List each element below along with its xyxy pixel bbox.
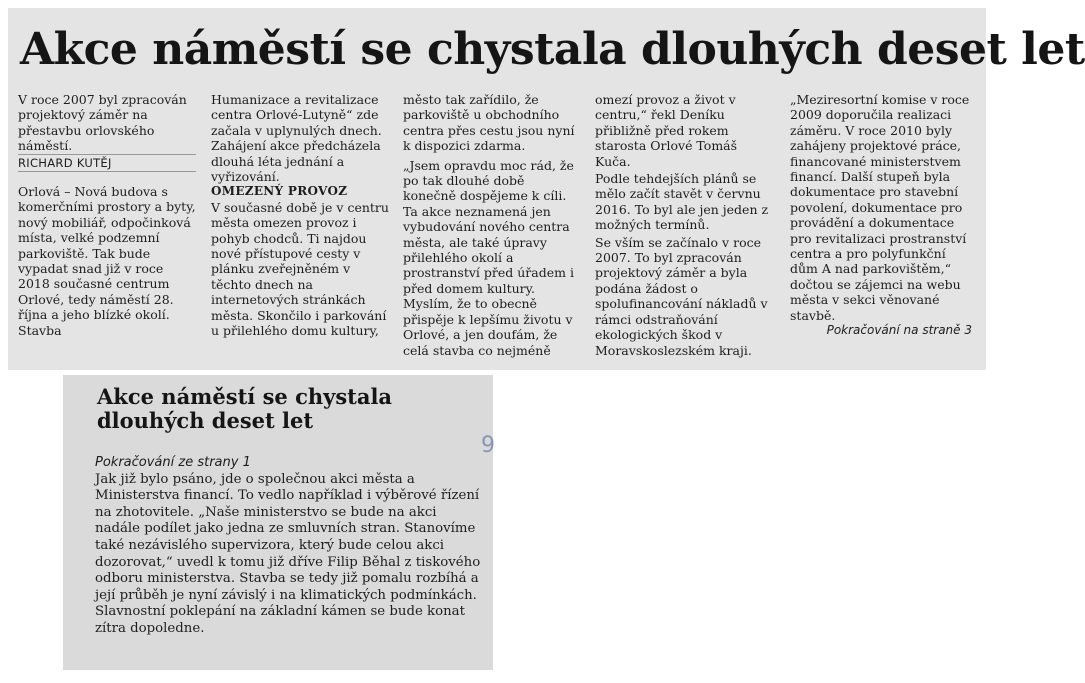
article-lead: V roce 2007 byl zpracován projektový záměr na přestavbu orlovského náměstí. [18,92,187,154]
article-column-4 [595,92,773,358]
handwritten-page-mark: 9 [481,433,495,458]
column-4-text-a: omezí provoz a život v centru,“ řekl Deníku přibližně před rokem starosta Orlové Tomáš Kuča. [595,92,738,169]
column-4-text-b: Podle tehdejších plánů se mělo začít stavět v červnu 2016. To byl ale jen jeden z možných termínů. [595,171,769,233]
article-column-3 [403,92,581,358]
column-3-text-a: město tak zařídilo, že parkoviště u obchodního centra přes cestu jsou nyní k dispozici zdarma. [403,92,575,154]
continuation-headline: Akce náměstí se chystala dlouhých deset let [97,384,393,433]
continuation-text: Jak již bylo psáno, jde o společnou akci města a Ministerstva financí. To vedlo například i výběrové řízení na zhotovitele. „Naše ministerstvo se bude na akci nadále podílet jako jedna ze smluvních stran. Stanovíme také nezávislého supervizora, který bude celou akci dozorovat,“ uvedl k tomu již dříve Filip Běhal z tiskového odboru ministerstva. Stavba se tedy již pomalu rozbíhá a její průběh je nyní závislý i na klimatických podmínkách. Slavnostní poklepání na základní kámen se bude konat zítra dopoledne. [95,471,481,636]
column-3-text-b: „Jsem opravdu moc rád, že po tak dlouhé době konečně dospějeme k cíli. Ta akce neznamená jen vybudování nového centra města, ale také úpravy přilehlého okolí a prostranství před úřadem i před domem kultury. Myslím, že to obecně přispěje k lepšímu životu v Orlové, a jen doufám, že celá stavba co nejméně [403,157,574,358]
column-1-text: Orlová – Nová budova s komerčními prostory a byty, nový mobiliář, odpočinková místa, velké podzemní parkoviště. Tak bude vypadat snad již v roce 2018 současné centrum Orlové, tedy náměstí 28. října a jeho blízké okolí. Stavba [18,184,196,338]
article-column-5 [790,92,972,339]
continued-from-label: Pokračování ze strany 1 [95,455,251,470]
article-column-2 [211,92,389,339]
column-4-text-c: Se vším se začínalo v roce 2007. To byl zpracován projektový záměr a byla podána žádost o spolufinancování nákladů v rámci odstraňování ekologických škod v Moravskoslezském kraji. [595,234,768,358]
article-byline: RICHARD KUTĚJ [18,154,196,172]
column-2-text-a: Humanizace a revitalizace centra Orlové-Lutyně“ zde začala v uplynulých dnech. Zahájení akce předcházela dlouhá léta jednání a vyřizování. [211,92,382,185]
column-5-text: „Meziresortní komise v roce 2009 doporučila realizaci záměru. V roce 2010 byly zahájeny projektové práce, financované ministerstvem financí. Další stupeň byla dokumentace pro stavební povolení, dokumentace pro provádění a dokumentace pro revitalizaci prostranství centra a pro polyfunkční dům A nad parkovištěm,“ dočtou se zájemci na webu města v sekci věnované stavbě. [790,92,970,323]
continuation-body [95,455,485,638]
article-headline: Akce náměstí se chystala dlouhých deset let [20,24,1085,75]
column-2-text-b: V současné době je v centru města omezen provoz i pohyb chodců. Ti najdou nové přístupové cesty v plánku zveřejněném v těchto dnech na internetových stránkách města. Skončilo i parkování u přilehlého domu kultury, [211,199,389,339]
article-column-1 [18,92,196,338]
article-clipping-front [8,8,1085,370]
article-subheading: OMEZENÝ PROVOZ [211,184,348,199]
article-clipping-continuation [63,375,493,670]
continued-on-label: Pokračování na straně 3 [826,323,972,338]
